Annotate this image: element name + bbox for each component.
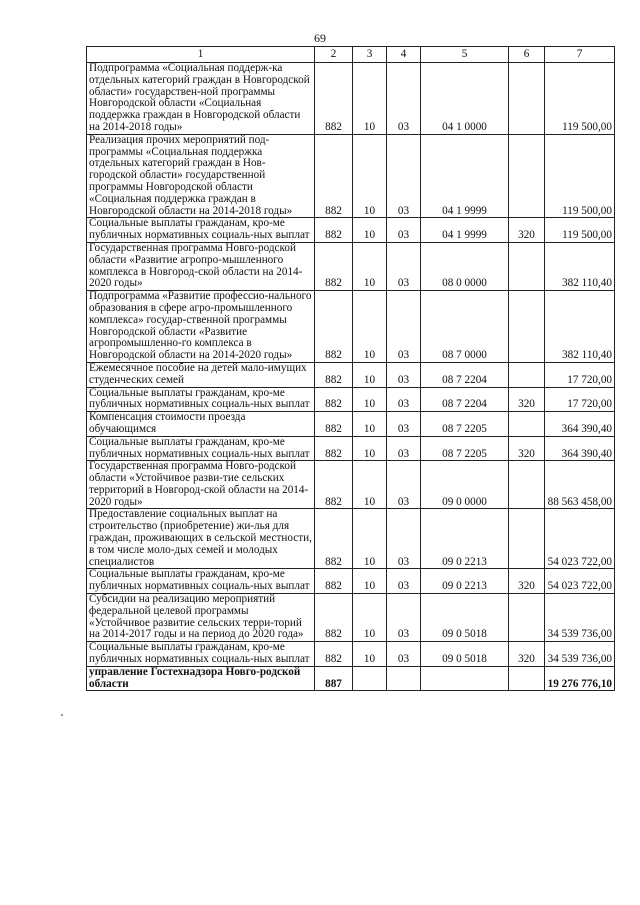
row-cell-col-6 (509, 509, 545, 569)
table-row (87, 63, 615, 135)
row-cell-col-7: 119 500,00 (545, 63, 615, 135)
row-name-cell: управление Гостехнадзора Новго-родской области (87, 666, 315, 691)
budget-table (86, 46, 615, 691)
row-cell-col-4: 03 (387, 63, 421, 135)
row-name-cell: Ежемесячное пособие на детей мало-имущих студенческих семей (87, 362, 315, 387)
row-name-cell: Социальные выплаты гражданам, кро-ме публичных нормативных социаль-ных выплат (87, 569, 315, 594)
row-cell-col-6: 320 (509, 642, 545, 667)
header-row (87, 47, 615, 63)
row-cell-col-3: 10 (353, 291, 387, 363)
row-cell-col-7: 364 390,40 (545, 436, 615, 461)
row-cell-col-3: 10 (353, 594, 387, 642)
row-cell-col-4 (387, 666, 421, 691)
header-col-2: 2 (315, 47, 353, 63)
row-name-cell: Субсидии на реализацию мероприятий федеральной целевой программы «Устойчивое развитие сельских терри-торий на 2014-2017 годы и на период до 2020 года» (87, 594, 315, 642)
row-cell-col-2: 882 (315, 461, 353, 509)
row-cell-col-7: 19 276 776,10 (545, 666, 615, 691)
row-cell-col-5: 04 1 0000 (421, 63, 509, 135)
table-row (87, 242, 615, 290)
row-cell-col-3: 10 (353, 63, 387, 135)
row-cell-col-2: 882 (315, 218, 353, 243)
table-row (87, 666, 615, 691)
table-row (87, 362, 615, 387)
row-cell-col-7: 54 023 722,00 (545, 509, 615, 569)
row-cell-col-7: 119 500,00 (545, 134, 615, 218)
row-cell-col-7: 88 563 458,00 (545, 461, 615, 509)
row-cell-col-5: 04 1 9999 (421, 134, 509, 218)
row-name-cell: Государственная программа Новго-родской области «Устойчивое разви-тие сельских территорий в Новгород-ской области на 2014-2020 годы» (87, 461, 315, 509)
row-cell-col-6 (509, 63, 545, 135)
row-cell-col-2: 882 (315, 594, 353, 642)
row-cell-col-3: 10 (353, 134, 387, 218)
row-cell-col-6 (509, 666, 545, 691)
row-cell-col-7: 17 720,00 (545, 362, 615, 387)
row-cell-col-2: 887 (315, 666, 353, 691)
row-cell-col-2: 882 (315, 242, 353, 290)
row-cell-col-4: 03 (387, 134, 421, 218)
row-cell-col-3 (353, 666, 387, 691)
header-col-3: 3 (353, 47, 387, 63)
row-cell-col-3: 10 (353, 387, 387, 412)
table-row (87, 436, 615, 461)
row-name-cell: Социальные выплаты гражданам, кро-ме публичных нормативных социаль-ных выплат (87, 218, 315, 243)
row-name-cell: Подпрограмма «Развитие профессио-нального образования в сфере агро-промышленного комплекса» государ-ственной программы Новгородской области «Развитие агропромышленно-го комплекса в Новгородской области на 2014-2020 годы» (87, 291, 315, 363)
row-cell-col-6 (509, 291, 545, 363)
row-cell-col-3: 10 (353, 436, 387, 461)
row-cell-col-6 (509, 412, 545, 437)
row-cell-col-5: 09 0 0000 (421, 461, 509, 509)
row-cell-col-6 (509, 242, 545, 290)
row-cell-col-2: 882 (315, 291, 353, 363)
row-cell-col-7: 34 539 736,00 (545, 594, 615, 642)
table-row (87, 569, 615, 594)
row-cell-col-5: 08 7 2205 (421, 436, 509, 461)
row-cell-col-5: 08 0 0000 (421, 242, 509, 290)
row-cell-col-4: 03 (387, 291, 421, 363)
row-cell-col-3: 10 (353, 642, 387, 667)
table-row (87, 134, 615, 218)
row-cell-col-5: 09 0 5018 (421, 642, 509, 667)
row-cell-col-7: 54 023 722,00 (545, 569, 615, 594)
row-cell-col-6 (509, 134, 545, 218)
table-row (87, 461, 615, 509)
row-cell-col-6: 320 (509, 436, 545, 461)
row-cell-col-3: 10 (353, 242, 387, 290)
row-cell-col-7: 119 500,00 (545, 218, 615, 243)
row-cell-col-4: 03 (387, 461, 421, 509)
row-cell-col-5: 08 7 2204 (421, 362, 509, 387)
row-cell-col-4: 03 (387, 642, 421, 667)
row-cell-col-2: 882 (315, 387, 353, 412)
row-cell-col-4: 03 (387, 509, 421, 569)
row-name-cell: Социальные выплаты гражданам, кро-ме публичных нормативных социаль-ных выплат (87, 436, 315, 461)
row-cell-col-5: 04 1 9999 (421, 218, 509, 243)
table-row (87, 594, 615, 642)
row-name-cell: Социальные выплаты гражданам, кро-ме публичных нормативных социаль-ных выплат (87, 387, 315, 412)
row-name-cell: Подпрограмма «Социальная поддерж-ка отдельных категорий граждан в Новгородской области» государствен-ной программы Новгородской области «Социальная поддержка граждан в Новгородской области на 2014-2018 годы» (87, 63, 315, 135)
header-col-5: 5 (421, 47, 509, 63)
row-cell-col-3: 10 (353, 569, 387, 594)
table-row (87, 387, 615, 412)
row-cell-col-5: 09 0 2213 (421, 569, 509, 594)
row-cell-col-6 (509, 594, 545, 642)
table-row (87, 642, 615, 667)
header-col-1: 1 (87, 47, 315, 63)
row-cell-col-2: 882 (315, 134, 353, 218)
row-cell-col-4: 03 (387, 594, 421, 642)
row-cell-col-7: 17 720,00 (545, 387, 615, 412)
row-name-cell: Государственная программа Новго-родской области «Развитие агропро-мышленного комплекса в Новгород-ской области на 2014-2020 годы» (87, 242, 315, 290)
row-cell-col-3: 10 (353, 461, 387, 509)
row-cell-col-4: 03 (387, 218, 421, 243)
header-col-4: 4 (387, 47, 421, 63)
table-row (87, 218, 615, 243)
header-col-6: 6 (509, 47, 545, 63)
row-cell-col-4: 03 (387, 387, 421, 412)
row-cell-col-6 (509, 461, 545, 509)
row-cell-col-4: 03 (387, 569, 421, 594)
row-cell-col-5: 08 7 2205 (421, 412, 509, 437)
scan-mark (61, 714, 63, 716)
row-cell-col-3: 10 (353, 509, 387, 569)
row-cell-col-7: 34 539 736,00 (545, 642, 615, 667)
row-cell-col-4: 03 (387, 242, 421, 290)
row-cell-col-5: 08 7 2204 (421, 387, 509, 412)
row-name-cell: Предоставление социальных выплат на строительство (приобретение) жи-лья для граждан, проживающих в сельской местности, в том числе моло-дых семей и молодых специалистов (87, 509, 315, 569)
row-cell-col-7: 382 110,40 (545, 291, 615, 363)
row-cell-col-5: 09 0 5018 (421, 594, 509, 642)
row-cell-col-6: 320 (509, 387, 545, 412)
row-cell-col-2: 882 (315, 509, 353, 569)
header-col-7: 7 (545, 47, 615, 63)
row-cell-col-2: 882 (315, 436, 353, 461)
row-cell-col-2: 882 (315, 63, 353, 135)
row-cell-col-2: 882 (315, 642, 353, 667)
row-cell-col-7: 382 110,40 (545, 242, 615, 290)
row-cell-col-5: 09 0 2213 (421, 509, 509, 569)
row-cell-col-2: 882 (315, 362, 353, 387)
row-cell-col-4: 03 (387, 362, 421, 387)
row-cell-col-6 (509, 362, 545, 387)
row-cell-col-3: 10 (353, 362, 387, 387)
page-number: 69 (314, 31, 326, 45)
row-cell-col-4: 03 (387, 412, 421, 437)
row-cell-col-6: 320 (509, 218, 545, 243)
table-row (87, 412, 615, 437)
row-cell-col-2: 882 (315, 412, 353, 437)
row-name-cell: Реализация прочих мероприятий под-программы «Социальная поддержка отдельных категорий граждан в Нов-городской области» государственной программы Новгородской области «Социальная поддержка граждан в Новгородской области на 2014-2018 годы» (87, 134, 315, 218)
row-cell-col-3: 10 (353, 218, 387, 243)
row-cell-col-4: 03 (387, 436, 421, 461)
table-row (87, 291, 615, 363)
row-cell-col-5 (421, 666, 509, 691)
row-name-cell: Компенсация стоимости проезда обучающимся (87, 412, 315, 437)
row-cell-col-7: 364 390,40 (545, 412, 615, 437)
row-cell-col-3: 10 (353, 412, 387, 437)
table-row (87, 509, 615, 569)
row-cell-col-5: 08 7 0000 (421, 291, 509, 363)
row-cell-col-2: 882 (315, 569, 353, 594)
row-cell-col-6: 320 (509, 569, 545, 594)
row-name-cell: Социальные выплаты гражданам, кро-ме публичных нормативных социаль-ных выплат (87, 642, 315, 667)
